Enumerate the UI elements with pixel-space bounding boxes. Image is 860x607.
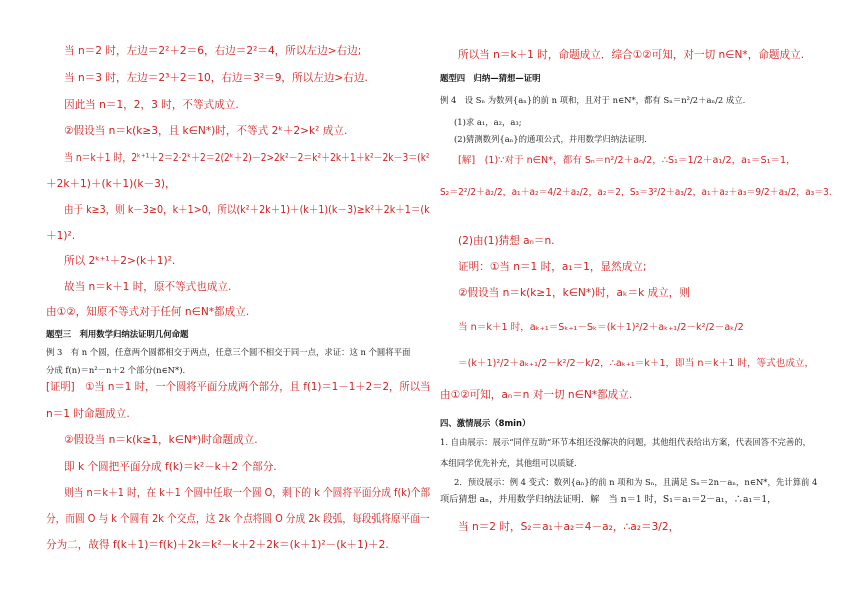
conclusion-line: 由①②可知，aₙ＝n 对一切 n∈N*都成立. [440,389,633,401]
problem-text: (2)猜测数列{aₙ}的通项公式，并用数学归纳法证明. [454,134,647,144]
problem-text: (1)求 a₁，a₂，a₃; [454,117,522,127]
text-line: 因此当 n＝1，2，3 时，不等式成立. [64,99,239,111]
text-line: 当 n＝3 时，左边＝2³＋2＝10，右边＝3²＝9，所以左边>右边. [64,72,368,84]
conclusion-line: 由①②，知原不等式对于任何 n∈N*都成立. [46,306,250,318]
text-line: 当 n＝k＋1 时，2ᵏ⁺¹＋2＝2·2ᵏ＋2＝2(2ᵏ＋2)－2>2k²－2＝k²＋2k＋1＋k²－2k－3＝(k² [64,152,430,164]
problem-text: 例 4 设 Sₙ 为数列{aₙ}的前 n 项和，且对于 n∈N*，都有 Sₙ＝n²/2＋aₙ/2 成立. [440,95,746,105]
problem-text: 分成 f(n)＝n²－n＋2 个部分(n∈N*). [46,365,186,375]
text-line: 所以当 n＝k＋1 时，命题成立．综合①②可知，对一切 n∈N*，命题成立. [458,49,805,61]
body-text: 2．预设展示：例 4 变式：数列{aₙ}的前 n 项和为 Sₙ，且满足 Sₙ＝2n－aₙ，n∈N*，先计算前 4 [454,477,818,487]
text-line: 分为二，故得 f(k＋1)＝f(k)＋2k＝k²－k＋2＋2k＝(k＋1)²－(k＋1)＋2. [46,539,389,551]
body-text: 本组同学优先补充，其他组可以质疑. [440,458,577,468]
text-line: ＋1)². [46,230,76,242]
solution-line: S₂＝2²/2＋a₂/2，a₁＋a₂＝4/2＋a₂/2，a₂＝2，S₃＝3²/2＋a₃/2，a₁＋a₂＋a₃＝9/2＋a₃/2，a₃＝3. [440,187,832,198]
text-line: ＝(k＋1)²/2＋aₖ₊₁/2－k²/2－k/2，∴aₖ₊₁＝k＋1，即当 n＝k＋1 时，等式也成立， [458,358,815,369]
section-heading: 题型四 归纳—猜想—证明 [440,73,541,83]
text-line: 证明：①当 n＝1 时，a₁＝1，显然成立; [458,261,647,273]
text-line: (2)由(1)猜想 aₙ＝n. [458,235,555,247]
text-line: ＋2k＋1)＋(k＋1)(k－3)， [46,178,176,190]
body-text: 1. 自由展示：展示“同伴互助”环节本组还没解决的问题，其他组代表给出方案，代表回答不完善的， [440,437,811,447]
body-text: 项后猜想 aₙ，并用数学归纳法证明．解 当 n＝1 时，S₁＝a₁＝2－a₁，∴a₁＝1， [440,494,777,505]
text-line: ②假设当 n＝k(k≥3，且 k∈N*)时，不等式 2ᵏ＋2>k² 成立. [64,125,348,137]
text-line: 即 k 个圆把平面分成 f(k)＝k²－k＋2 个部分. [64,461,277,473]
section-heading: 四、激情展示（8min） [440,418,531,428]
section-heading: 题型三 利用数学归纳法证明几何命题 [46,329,189,339]
solution-line: [解] (1)∵对于 n∈N*，都有 Sₙ＝n²/2＋aₙ/2，∴S₁＝1/2＋a₁/2，a₁＝S₁＝1， [458,155,796,166]
text-line: ②假设当 n＝k(k≥1，k∈N*)时，aₖ＝k 成立，则 [458,287,690,299]
text-line: 则当 n＝k＋1 时，在 k＋1 个圆中任取一个圆 O，剩下的 k 个圆将平面分成 f(k)个部 [64,487,431,499]
text-line: 当 n＝2 时，左边＝2²＋2＝6，右边＝2²＝4，所以左边>右边; [64,45,362,57]
text-line: ②假设当 n＝k(k≥1，k∈N*)时命题成立. [64,434,258,446]
text-line: 故当 n＝k＋1 时，原不等式也成立. [64,281,232,293]
text-line: 所以 2ᵏ⁺¹＋2>(k＋1)². [64,255,176,267]
text-line: 分，而圆 O 与 k 个圆有 2k 个交点，这 2k 个点将圆 O 分成 2k 段弧，每段弧将原平面一 [46,513,430,525]
text-line: 当 n＝2 时，S₂＝a₁＋a₂＝4－a₂，∴a₂＝3/2， [458,521,680,533]
text-line: 当 n＝k＋1 时，aₖ₊₁＝Sₖ₊₁－Sₖ＝(k＋1)²/2＋aₖ₊₁/2－k²/2－aₖ/2 [458,322,744,333]
problem-text: 例 3 有 n 个圆，任意两个圆都相交于两点，任意三个圆不相交于同一点，求证：这 n 个圆将平面 [46,347,411,357]
proof-line: [证明] ①当 n＝1 时，一个圆将平面分成两个部分，且 f(1)＝1－1＋2＝2，所以当 [46,381,431,393]
text-line: n＝1 时命题成立. [46,408,130,420]
text-line: 由于 k≥3，则 k－3≥0，k＋1>0，所以(k²＋2k＋1)＋(k＋1)(k－3)≥k²＋2k＋1＝(k [64,204,430,216]
